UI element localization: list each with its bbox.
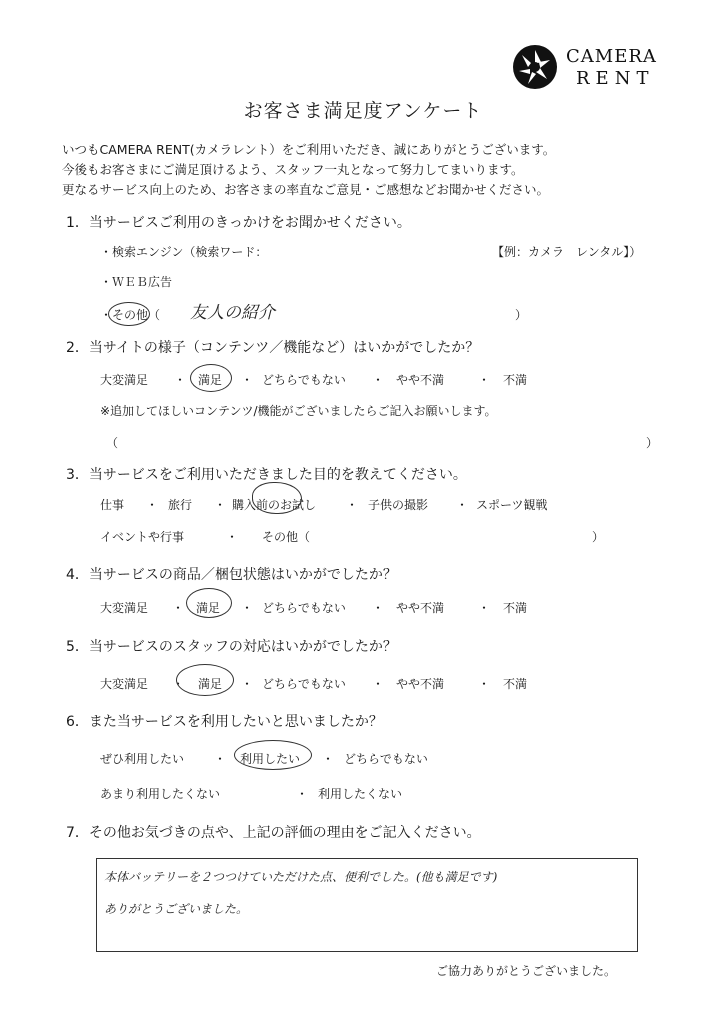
q3-option-trial-before-purchase[interactable]: 購入前のお試し xyxy=(232,498,317,512)
aperture-icon xyxy=(512,44,558,90)
q5-dot-3: ・ xyxy=(372,677,385,691)
q2-option-dissatisfied[interactable]: 不満 xyxy=(503,373,528,387)
logo-text-rent: RENT xyxy=(576,68,655,89)
intro-line-3: 更なるサービス向上のため、お客さまの率直なご意見・ご感想などお聞かせください。 xyxy=(62,182,550,197)
q3-dot-5: ・ xyxy=(226,530,239,544)
q6-option-would-use[interactable]: 利用したい xyxy=(240,752,301,766)
q4-option-neutral[interactable]: どちらでもない xyxy=(262,601,346,615)
q2-dot-1: ・ xyxy=(174,373,187,387)
q4-option-satisfied[interactable]: 満足 xyxy=(196,601,221,615)
q1-selection-circle xyxy=(108,302,150,326)
q2-open-paren: （ xyxy=(106,436,119,450)
q3-dot-2: ・ xyxy=(214,498,227,512)
q3-dot-1: ・ xyxy=(146,498,159,512)
q5-selection-circle xyxy=(176,664,234,696)
q4-dot-2: ・ xyxy=(241,601,254,615)
q6-dot-3: ・ xyxy=(296,787,309,801)
q7-handwritten-answer-line-1: 本体バッテリーを２つつけていただけた点、便利でした。(他も満足です) xyxy=(104,870,498,884)
q3-close-paren: ） xyxy=(592,530,605,544)
q1-close-paren: ） xyxy=(515,308,528,322)
q5-dot-1: ・ xyxy=(172,677,185,691)
q5-option-very-satisfied[interactable]: 大変満足 xyxy=(100,677,149,691)
q3-selection-circle xyxy=(252,482,302,514)
q4-dot-3: ・ xyxy=(372,601,385,615)
logo-text-camera: CAMERA xyxy=(566,46,657,67)
question-2-label: 2．当サイトの様子（コンテンツ／機能など）はいかがでしたか？ xyxy=(66,340,480,356)
q2-close-paren: ） xyxy=(646,436,659,450)
q2-option-very-satisfied[interactable]: 大変満足 xyxy=(100,373,149,387)
footer-thanks: ご協力ありがとうございました。 xyxy=(436,964,617,978)
question-4-label: 4．当サービスの商品／梱包状態はいかがでしたか？ xyxy=(66,567,397,583)
q3-option-work[interactable]: 仕事 xyxy=(100,498,125,512)
q1-other-handwritten-answer: 友人の紹介 xyxy=(190,303,275,323)
question-6-label: 6．また当サービスを利用したいと思いましたか？ xyxy=(66,714,383,730)
q6-dot-2: ・ xyxy=(322,752,335,766)
q3-option-events[interactable]: イベントや行事 xyxy=(100,530,185,544)
intro-line-1: いつもCAMERA RENT(カメラレント）をご利用いただき、誠にありがとうございます。 xyxy=(62,142,556,157)
q4-option-slightly-dissatisfied[interactable]: やや不満 xyxy=(396,601,445,615)
q2-option-satisfied[interactable]: 満足 xyxy=(198,373,223,387)
q2-note: ※追加してほしいコンテンツ/機能がございましたらご記入お願いします。 xyxy=(100,404,497,418)
q2-dot-4: ・ xyxy=(478,373,491,387)
q5-option-satisfied[interactable]: 満足 xyxy=(198,677,223,691)
q4-selection-circle xyxy=(186,588,232,618)
q3-dot-3: ・ xyxy=(346,498,359,512)
question-3-label: 3．当サービスをご利用いただきました目的を教えてください。 xyxy=(66,467,467,483)
page-title: お客さま満足度アンケート xyxy=(243,100,483,122)
q3-dot-4: ・ xyxy=(456,498,469,512)
q2-dot-2: ・ xyxy=(241,373,254,387)
q6-dot-1: ・ xyxy=(214,752,227,766)
q2-option-neutral[interactable]: どちらでもない xyxy=(262,373,346,387)
q4-option-very-satisfied[interactable]: 大変満足 xyxy=(100,601,149,615)
q7-handwritten-answer-line-2: ありがとうございました。 xyxy=(104,902,249,916)
q6-option-definitely[interactable]: ぜひ利用したい xyxy=(100,752,185,766)
q6-option-not-much[interactable]: あまり利用したくない xyxy=(100,787,221,801)
q2-option-slightly-dissatisfied[interactable]: やや不満 xyxy=(396,373,445,387)
q5-dot-2: ・ xyxy=(241,677,254,691)
question-7-label: 7．その他お気づきの点や、上記の評価の理由をご記入ください。 xyxy=(66,825,481,841)
q5-dot-4: ・ xyxy=(478,677,491,691)
q1-search-example: 【例：カメラ レンタル】） xyxy=(492,245,642,259)
q1-option-web-ad[interactable]: ・ＷＥＢ広告 xyxy=(100,275,173,289)
q4-option-dissatisfied[interactable]: 不満 xyxy=(503,601,528,615)
q5-option-neutral[interactable]: どちらでもない xyxy=(262,677,346,691)
q3-option-sports-watching[interactable]: スポーツ観戦 xyxy=(476,498,548,512)
question-1-label: 1．当サービスご利用のきっかけをお聞かせください。 xyxy=(66,215,411,231)
q6-option-neutral[interactable]: どちらでもない xyxy=(344,752,428,766)
q2-dot-3: ・ xyxy=(372,373,385,387)
q4-dot-1: ・ xyxy=(172,601,185,615)
q5-option-slightly-dissatisfied[interactable]: やや不満 xyxy=(396,677,445,691)
q1-option-search-engine[interactable]: ・検索エンジン（検索ワード： xyxy=(100,245,268,259)
q2-selection-circle xyxy=(190,364,232,392)
camera-rent-logo xyxy=(512,44,657,96)
q3-option-child-photography[interactable]: 子供の撮影 xyxy=(368,498,429,512)
question-5-label: 5．当サービスのスタッフの対応はいかがでしたか？ xyxy=(66,639,397,655)
q3-option-other[interactable]: その他（ xyxy=(262,530,311,544)
q3-option-travel[interactable]: 旅行 xyxy=(168,498,193,512)
q4-dot-4: ・ xyxy=(478,601,491,615)
intro-line-2: 今後もお客さまにご満足頂けるよう、スタッフ一丸となって努力してまいります。 xyxy=(62,162,524,177)
q1-option-other[interactable]: ・その他（ xyxy=(100,308,161,322)
q6-selection-circle xyxy=(234,740,312,770)
q5-option-dissatisfied[interactable]: 不満 xyxy=(503,677,528,691)
q6-option-would-not-use[interactable]: 利用したくない xyxy=(318,787,403,801)
